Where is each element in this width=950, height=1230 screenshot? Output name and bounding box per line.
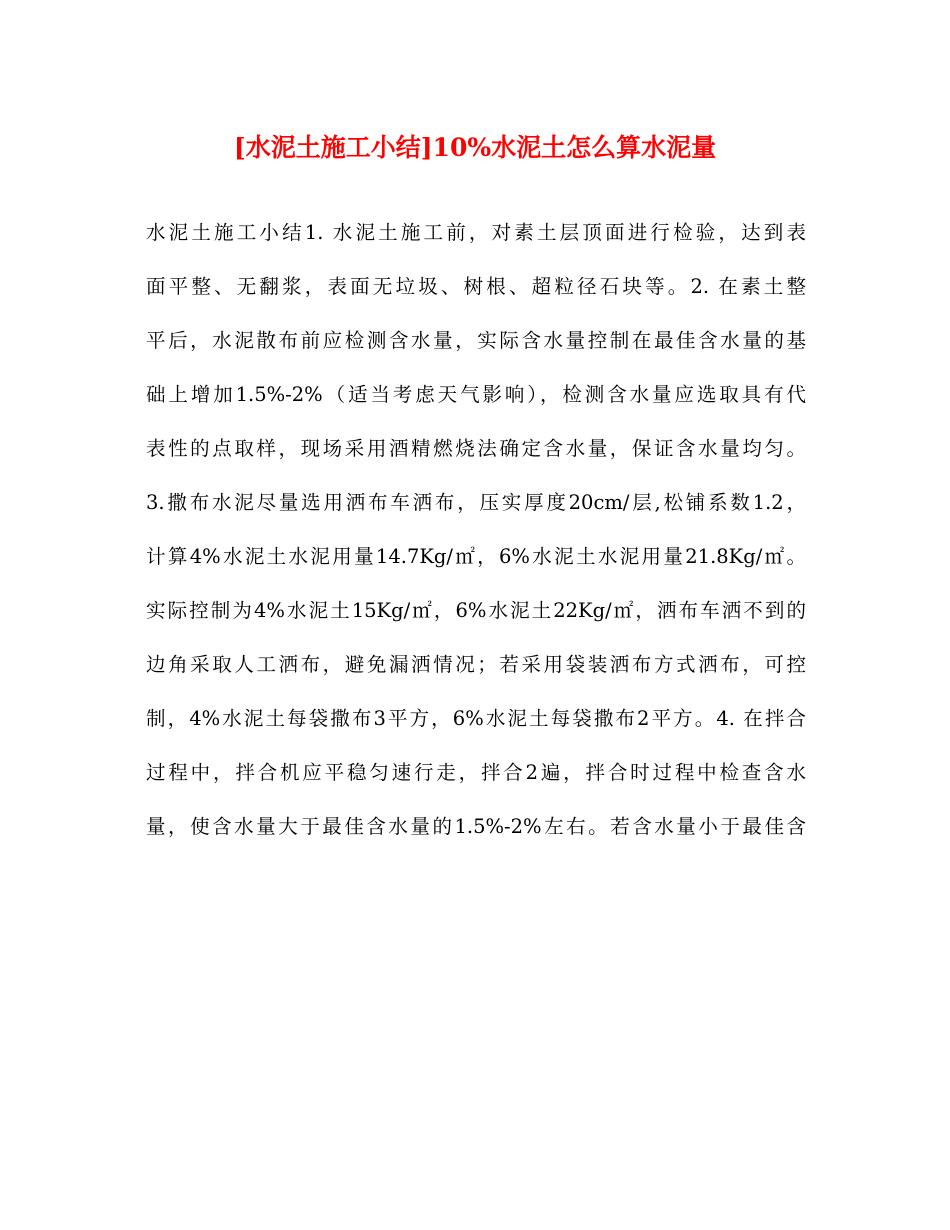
body-line-2: 面平整、无翻浆，表面无垃圾、树根、超粒径石块等。2. 在素土整 [146, 275, 806, 298]
body-line-5: 表性的点取样，现场采用酒精燃烧法确定含水量，保证含水量均匀。 [146, 437, 806, 460]
body-line-3: 平后，水泥散布前应检测含水量，实际含水量控制在最佳含水量的基 [146, 329, 806, 352]
body-line-10: 制，4%水泥土每袋撒布3平方，6%水泥土每袋撒布2平方。4. 在拌合 [146, 707, 806, 730]
document-title: [水泥土施工小结]10%水泥土怎么算水泥量 [233, 133, 717, 162]
body-line-11: 过程中，拌合机应平稳匀速行走，拌合2遍，拌合时过程中检查含水 [146, 761, 806, 784]
body-line-7: 计算4%水泥土水泥用量14.7Kg/㎡，6%水泥土水泥用量21.8Kg/㎡。 [146, 545, 806, 568]
body-line-1: 水泥土施工小结1. 水泥土施工前，对素土层顶面进行检验，达到表 [146, 221, 806, 244]
body-line-8: 实际控制为4%水泥土15Kg/㎡，6%水泥土22Kg/㎡，洒布车洒不到的 [146, 599, 806, 622]
body-line-6: 3.撒布水泥尽量选用洒布车洒布，压实厚度20cm/层,松铺系数1.2， [146, 491, 806, 514]
body-line-9: 边角采取人工洒布，避免漏洒情况；若采用袋装洒布方式洒布，可控 [146, 653, 806, 676]
body-line-4: 础上增加1.5%-2%（适当考虑天气影响），检测含水量应选取具有代 [146, 383, 806, 406]
body-line-12: 量，使含水量大于最佳含水量的1.5%-2%左右。若含水量小于最佳含 [146, 815, 806, 838]
document-body [146, 210, 806, 858]
